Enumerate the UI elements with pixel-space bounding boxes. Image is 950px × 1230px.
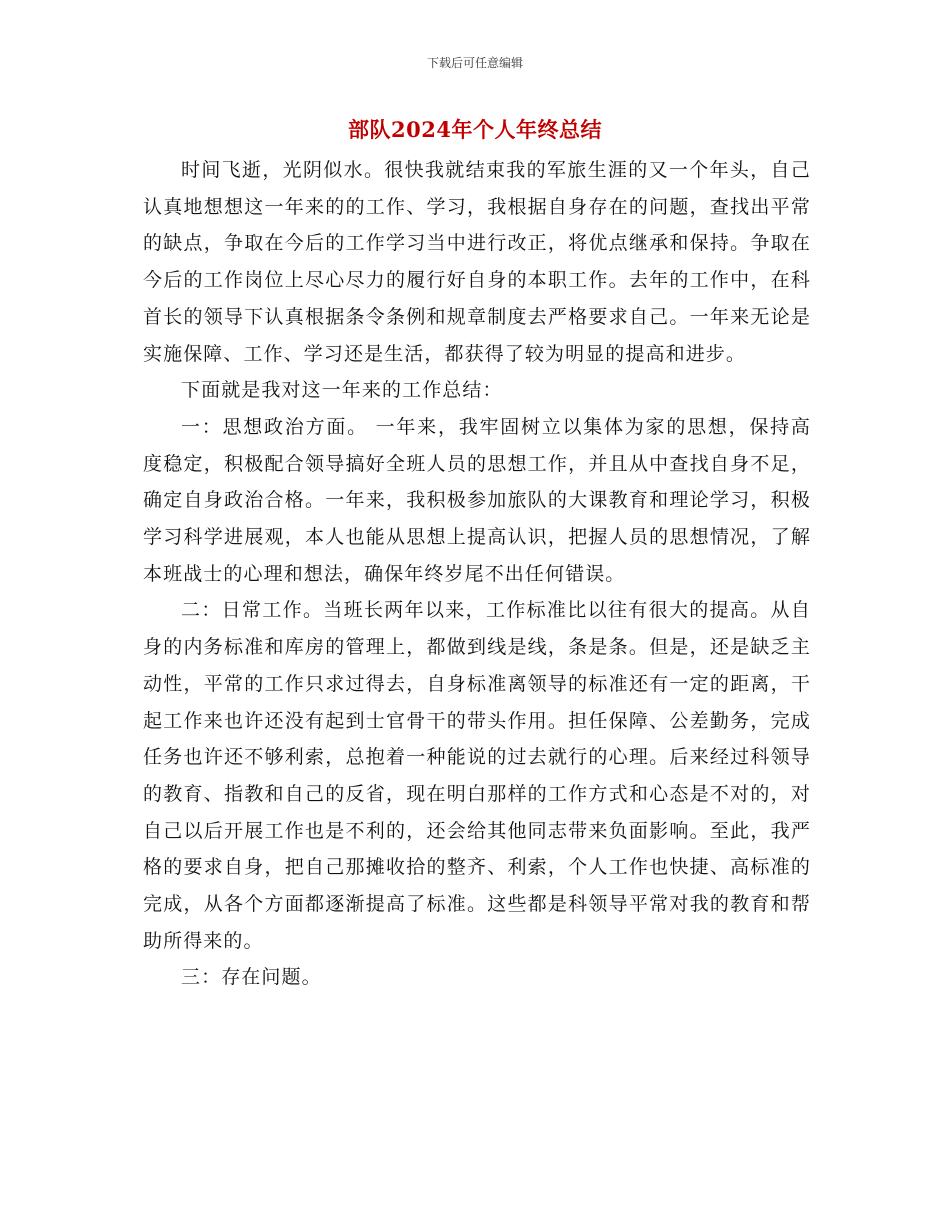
paragraph-intro: 时间飞逝，光阴似水。很快我就结束我的军旅生涯的又一个年头，自己认真地想想这一年来的的工作、学习，我根据自身存在的问题，查找出平常的缺点，争取在今后的工作学习当中进行改正，将优点继承和保持。争取在今后的工作岗位上尽心尽力的履行好自身的本职工作。去年的工作中，在科首长的领导下认真根据条令条例和规章制度去严格要求自己。一年来无论是实施保障、工作、学习还是生活，都获得了较为明显的提高和进步。 [143,159,811,365]
paragraph-existing-problems: 三：存在问题。 [181,966,322,989]
paragraph-political-thought: 一：思想政治方面。 一年来，我牢固树立以集体为家的思想，保持高度稳定，积极配合领导搞好全班人员的思想工作，并且从中查找自身不足，确定自身政治合格。一年来，我积极参加旅队的大课教育和理论学习，积极学习科学进展观，本人也能从思想上提高认识，把握人员的思想情况，了解本班战士的心理和想法，确保年终岁尾不出任何错误。 [143,415,811,585]
page-header-note: 下载后可任意编辑 [426,56,523,70]
paragraph-daily-work: 二：日常工作。当班长两年以来，工作标准比以往有很大的提高。从自身的内务标准和库房的管理上，都做到线是线，条是条。但是，还是缺乏主动性，平常的工作只求过得去，自身标准离领导的标准还有一定的距离，干起工作来也许还没有起到士官骨干的带头作用。担任保障、公差勤务，完成任务也许还不够利索，总抱着一种能说的过去就行的心理。后来经过科领导的教育、指教和自己的反省，现在明白那样的工作方式和心态是不对的，对自己以后开展工作也是不利的，还会给其他同志带来负面影响。至此，我严格的要求自身，把自己那摊收拾的整齐、利索，个人工作也快捷、高标准的完成，从各个方面都逐渐提高了标准。这些都是科领导平常对我的教育和帮助所得来的。 [143,599,811,952]
document-body [143,152,811,996]
paragraph-summary-lead: 下面就是我对这一年来的工作总结： [181,379,503,402]
document-title: 部队2024年个人年终总结 [348,117,602,142]
